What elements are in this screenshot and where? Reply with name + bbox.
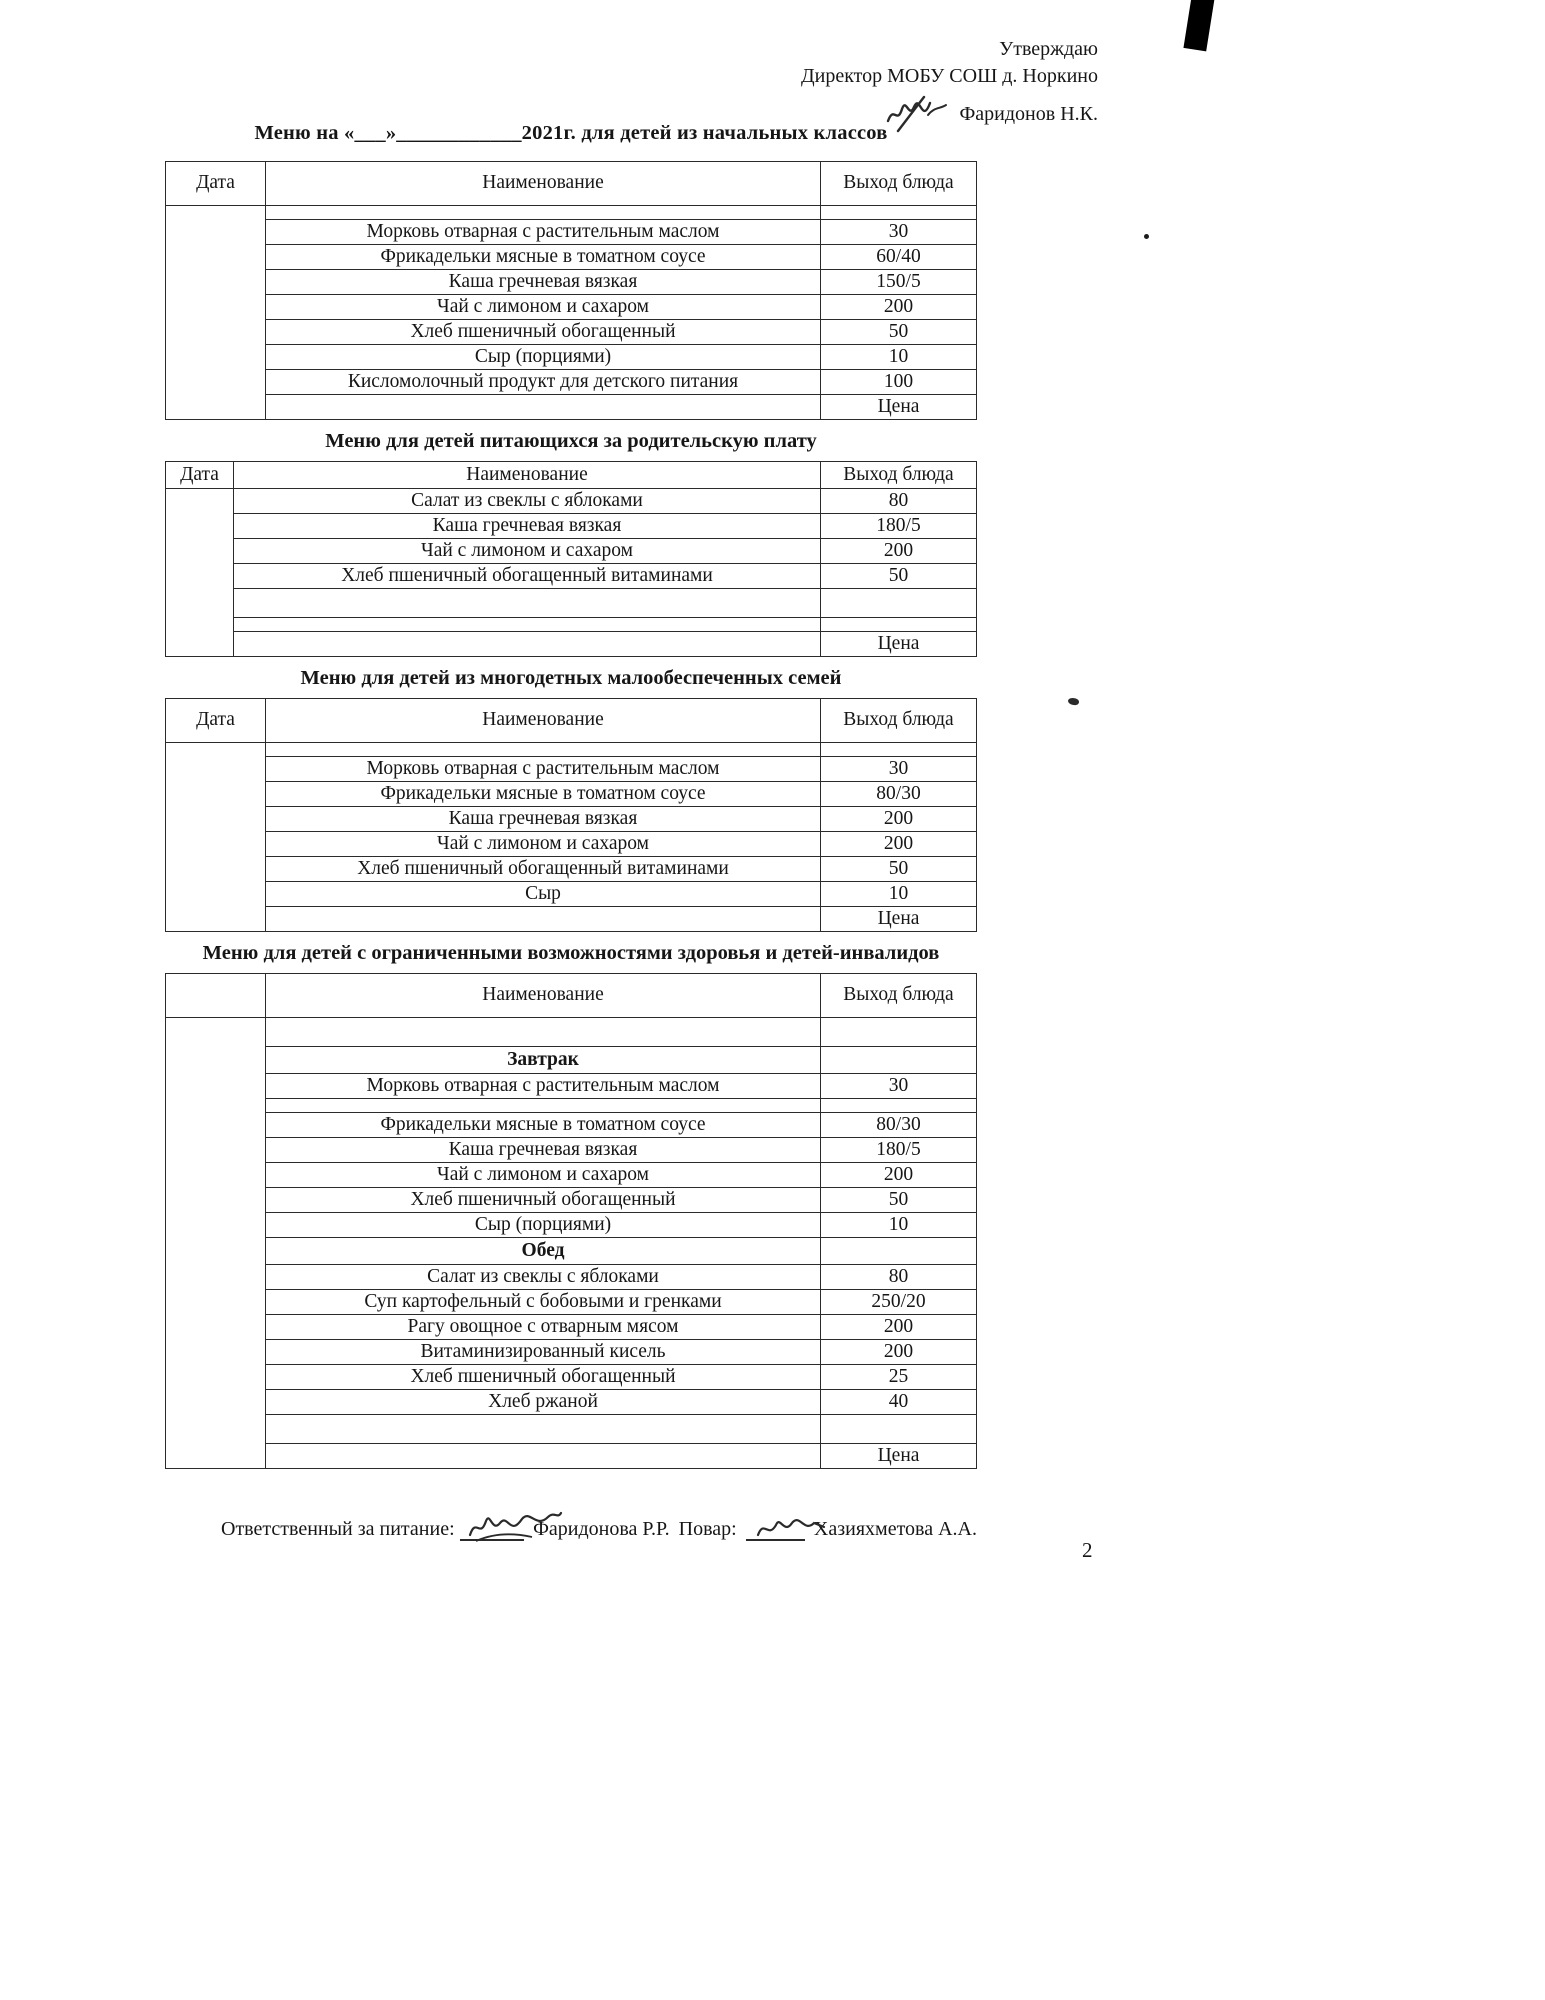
section-title-large-families: Меню для детей из многодетных малообеспеченных семей: [300, 667, 842, 689]
menu-table-primary-classes: [165, 161, 977, 420]
dish-name-cell: Хлеб пшеничный обогащенный: [266, 320, 821, 345]
menu-table-large-families: [165, 698, 977, 932]
output-cell: 10: [821, 882, 977, 907]
responsible-name: Фаридонова Р.Р.: [533, 1518, 670, 1540]
output-cell: 10: [821, 345, 977, 370]
column-header-name: Наименование: [266, 162, 821, 206]
column-header-name: Наименование: [266, 974, 821, 1018]
output-cell: 50: [821, 857, 977, 882]
output-cell: 80: [821, 489, 977, 514]
output-cell: Цена: [821, 632, 977, 657]
table-row-gap: [166, 589, 977, 618]
dish-name-cell: Чай с лимоном и сахаром: [266, 295, 821, 320]
dish-name-cell: Рагу овощное с отварным мясом: [266, 1315, 821, 1340]
output-cell: 30: [821, 220, 977, 245]
column-header-out: Выход блюда: [821, 699, 977, 743]
dish-name-cell: Хлеб пшеничный обогащенный витаминами: [266, 857, 821, 882]
output-cell: [821, 743, 977, 757]
output-cell: [821, 618, 977, 632]
cook-name: Хазияхметова А.А.: [813, 1518, 977, 1540]
dish-name-cell: [266, 1099, 821, 1113]
table-row-item: [166, 370, 977, 395]
page-title: Меню на «___»____________2021г. для детей из начальных классов: [254, 122, 888, 144]
table-row-item: [166, 345, 977, 370]
table-row-item: [166, 295, 977, 320]
table-row-item: [166, 245, 977, 270]
column-header-date: Дата: [166, 162, 266, 206]
table-row-gap: [166, 1415, 977, 1444]
output-cell: 80/30: [821, 1113, 977, 1138]
table-row-item: [166, 514, 977, 539]
output-cell: 250/20: [821, 1290, 977, 1315]
menu-table-disabilities: [165, 973, 977, 1469]
table-row-price: [166, 1444, 977, 1469]
table-row-item: [166, 320, 977, 345]
output-cell: 200: [821, 295, 977, 320]
table-row-item: [166, 1365, 977, 1390]
dish-name-cell: Сыр (порциями): [266, 345, 821, 370]
responsible-label: Ответственный за питание:: [221, 1518, 455, 1540]
table-row-meal: [166, 1047, 977, 1074]
dish-name-cell: Обед: [266, 1238, 821, 1265]
dish-name-cell: [266, 1444, 821, 1469]
date-cell: [166, 743, 266, 932]
output-cell: Цена: [821, 395, 977, 420]
dish-name-cell: Хлеб пшеничный обогащенный: [266, 1365, 821, 1390]
table-row-item: [166, 1213, 977, 1238]
date-cell: [166, 489, 234, 657]
dish-name-cell: Хлеб пшеничный обогащенный: [266, 1188, 821, 1213]
table-row-item: [166, 782, 977, 807]
output-cell: Цена: [821, 907, 977, 932]
output-cell: 200: [821, 539, 977, 564]
output-cell: 150/5: [821, 270, 977, 295]
dish-name-cell: [234, 589, 821, 618]
scan-artifact-speck: [1144, 234, 1149, 239]
dish-name-cell: Чай с лимоном и сахаром: [266, 1163, 821, 1188]
header-row: [166, 162, 977, 206]
column-header-date: Дата: [166, 699, 266, 743]
table-row-blank: [166, 618, 977, 632]
output-cell: 40: [821, 1390, 977, 1415]
table-row-item: [166, 1113, 977, 1138]
dish-name-cell: [266, 1018, 821, 1047]
output-cell: 200: [821, 1163, 977, 1188]
table-row-item: [166, 1340, 977, 1365]
dish-name-cell: Хлеб ржаной: [266, 1390, 821, 1415]
column-header-out: Выход блюда: [821, 974, 977, 1018]
output-cell: 80: [821, 1265, 977, 1290]
table-row-item: [166, 807, 977, 832]
dish-name-cell: [234, 632, 821, 657]
output-cell: 80/30: [821, 782, 977, 807]
table-row-item: [166, 1290, 977, 1315]
cook-signature-icon: [746, 1517, 805, 1541]
output-cell: [821, 1099, 977, 1113]
dish-name-cell: Хлеб пшеничный обогащенный витаминами: [234, 564, 821, 589]
dish-name-cell: Фрикадельки мясные в томатном соусе: [266, 245, 821, 270]
output-cell: 50: [821, 564, 977, 589]
header-row: [166, 974, 977, 1018]
table-row-item: [166, 539, 977, 564]
table-row-price: [166, 632, 977, 657]
table-row-price: [166, 395, 977, 420]
cook-label: Повар:: [678, 1518, 737, 1540]
column-header-date: Дата: [166, 462, 234, 489]
scan-artifact-speck: [1067, 697, 1080, 707]
table-row-item: [166, 220, 977, 245]
output-cell: [821, 1238, 977, 1265]
output-cell: 100: [821, 370, 977, 395]
dish-name-cell: Морковь отварная с растительным маслом: [266, 1074, 821, 1099]
approval-line-director: Директор МОБУ СОШ д. Норкино: [800, 65, 1098, 87]
output-cell: 10: [821, 1213, 977, 1238]
table-row-item: [166, 564, 977, 589]
table-row-item: [166, 1265, 977, 1290]
dish-name-cell: Витаминизированный кисель: [266, 1340, 821, 1365]
dish-name-cell: Каша гречневая вязкая: [266, 1138, 821, 1163]
table-row-item: [166, 857, 977, 882]
dish-name-cell: Завтрак: [266, 1047, 821, 1074]
output-cell: 30: [821, 757, 977, 782]
column-header-date: [166, 974, 266, 1018]
table-row-item: [166, 270, 977, 295]
output-cell: 30: [821, 1074, 977, 1099]
column-header-name: Наименование: [266, 699, 821, 743]
table-row-gap: [166, 1018, 977, 1047]
scan-artifact-corner: [1183, 0, 1215, 51]
column-header-out: Выход блюда: [821, 162, 977, 206]
table-row-blank: [166, 743, 977, 757]
table-row-price: [166, 907, 977, 932]
table-row-item: [166, 1138, 977, 1163]
column-header-name: Наименование: [234, 462, 821, 489]
output-cell: 50: [821, 1188, 977, 1213]
menu-table-parent-paid: [165, 461, 977, 657]
dish-name-cell: Чай с лимоном и сахаром: [234, 539, 821, 564]
dish-name-cell: Салат из свеклы с яблоками: [234, 489, 821, 514]
dish-name-cell: Каша гречневая вязкая: [266, 807, 821, 832]
output-cell: 25: [821, 1365, 977, 1390]
dish-name-cell: Салат из свеклы с яблоками: [266, 1265, 821, 1290]
table-row-item: [166, 1074, 977, 1099]
date-cell: [166, 1018, 266, 1469]
output-cell: [821, 1018, 977, 1047]
dish-name-cell: Фрикадельки мясные в томатном соусе: [266, 782, 821, 807]
dish-name-cell: [266, 206, 821, 220]
table-row-item: [166, 1163, 977, 1188]
output-cell: 180/5: [821, 514, 977, 539]
section-title-parent-paid: Меню для детей питающихся за родительскую плату: [325, 430, 817, 452]
output-cell: 180/5: [821, 1138, 977, 1163]
output-cell: [821, 206, 977, 220]
table-row-item: [166, 832, 977, 857]
dish-name-cell: [266, 743, 821, 757]
dish-name-cell: Фрикадельки мясные в томатном соусе: [266, 1113, 821, 1138]
output-cell: 60/40: [821, 245, 977, 270]
table-row-meal: [166, 1238, 977, 1265]
dish-name-cell: Кисломолочный продукт для детского питания: [266, 370, 821, 395]
output-cell: 200: [821, 1315, 977, 1340]
dish-name-cell: [266, 395, 821, 420]
output-cell: 200: [821, 1340, 977, 1365]
table-row-blank: [166, 1099, 977, 1113]
dish-name-cell: Морковь отварная с растительным маслом: [266, 757, 821, 782]
dish-name-cell: [234, 618, 821, 632]
table-row-item: [166, 1315, 977, 1340]
output-cell: 200: [821, 807, 977, 832]
table-row-item: [166, 757, 977, 782]
header-row: [166, 699, 977, 743]
responsible-signature-icon: [460, 1517, 524, 1541]
dish-name-cell: Каша гречневая вязкая: [266, 270, 821, 295]
dish-name-cell: Чай с лимоном и сахаром: [266, 832, 821, 857]
output-cell: [821, 1415, 977, 1444]
footer-signatures: [221, 1517, 977, 1541]
section-title-disabilities: Меню для детей с ограниченными возможностями здоровья и детей-инвалидов: [202, 942, 940, 964]
output-cell: Цена: [821, 1444, 977, 1469]
approval-line-approve: Утверждаю: [999, 38, 1098, 60]
output-cell: 50: [821, 320, 977, 345]
dish-name-cell: Сыр (порциями): [266, 1213, 821, 1238]
table-row-item: [166, 882, 977, 907]
date-cell: [166, 206, 266, 420]
table-row-item: [166, 1188, 977, 1213]
dish-name-cell: [266, 907, 821, 932]
column-header-out: Выход блюда: [821, 462, 977, 489]
dish-name-cell: [266, 1415, 821, 1444]
dish-name-cell: Сыр: [266, 882, 821, 907]
output-cell: 200: [821, 832, 977, 857]
dish-name-cell: Каша гречневая вязкая: [234, 514, 821, 539]
director-name: Фаридонов Н.К.: [959, 102, 1098, 125]
output-cell: [821, 589, 977, 618]
table-row-item: [166, 1390, 977, 1415]
table-row-blank: [166, 206, 977, 220]
document-content: [165, 0, 977, 1541]
dish-name-cell: Суп картофельный с бобовыми и гренками: [266, 1290, 821, 1315]
table-row-item: [166, 489, 977, 514]
header-row: [166, 462, 977, 489]
output-cell: [821, 1047, 977, 1074]
page-number: 2: [1082, 1538, 1093, 1562]
dish-name-cell: Морковь отварная с растительным маслом: [266, 220, 821, 245]
